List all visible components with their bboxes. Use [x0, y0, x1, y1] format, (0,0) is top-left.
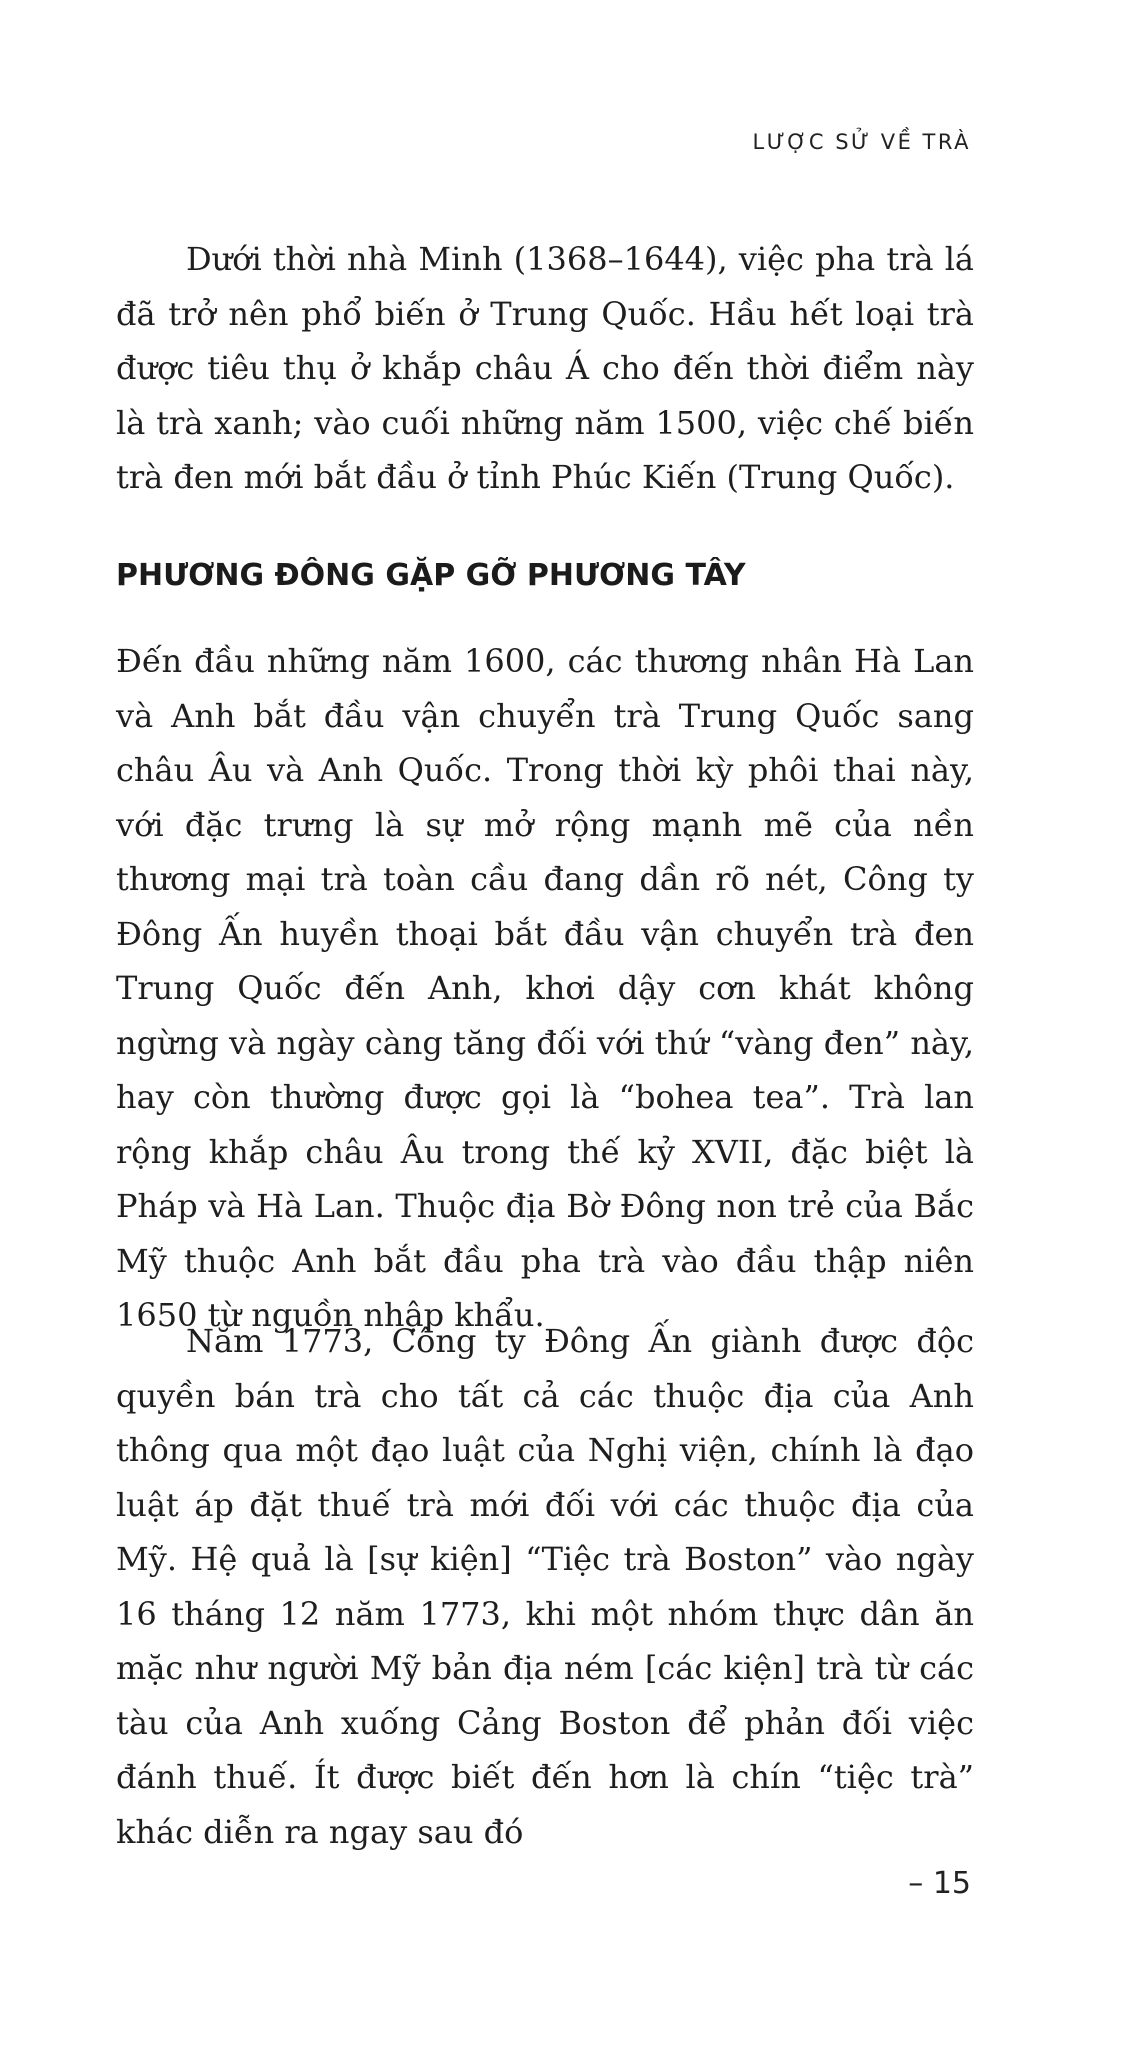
- page-number: – 15: [908, 1866, 971, 1901]
- section-heading: PHƯƠNG ĐÔNG GẶP GỠ PHƯƠNG TÂY: [116, 558, 746, 593]
- running-header: LƯỢC SỬ VỀ TRÀ: [752, 130, 971, 154]
- paragraph-ming-dynasty: [116, 232, 974, 505]
- paragraph-text: Năm 1773, Công ty Đông Ấn giành được độc quyền bán trà cho tất cả các thuộc địa của Anh thông qua một đạo luật của Nghị viện, chính là đạo luật áp đặt thuế trà mới đối với các thuộc địa của Mỹ. Hệ quả là [sự kiện] “Tiệc trà Boston” vào ngày 16 tháng 12 năm 1773, khi một nhóm thực dân ăn mặc như người Mỹ bản địa ném [các kiện] trà từ các tàu của Anh xuống Cảng Boston để phản đối việc đánh thuế. Ít được biết đến hơn là chín “tiệc trà” khác diễn ra ngay sau đó: [116, 1322, 974, 1851]
- paragraph-boston-tea-party: [116, 1314, 974, 1859]
- paragraph-text: Dưới thời nhà Minh (1368–1644), việc pha trà lá đã trở nên phổ biến ở Trung Quốc. Hầu hết loại trà được tiêu thụ ở khắp châu Á cho đến thời điểm này là trà xanh; vào cuối những năm 1500, việc chế biến trà đen mới bắt đầu ở tỉnh Phúc Kiến (Trung Quốc).: [116, 240, 974, 496]
- paragraph-text: Đến đầu những năm 1600, các thương nhân Hà Lan và Anh bắt đầu vận chuyển trà Trung Quốc sang châu Âu và Anh Quốc. Trong thời kỳ phôi thai này, với đặc trưng là sự mở rộng mạnh mẽ của nền thương mại trà toàn cầu đang dần rõ nét, Công ty Đông Ấn huyền thoại bắt đầu vận chuyển trà đen Trung Quốc đến Anh, khơi dậy cơn khát không ngừng và ngày càng tăng đối với thứ “vàng đen” này, hay còn thường được gọi là “bohea tea”. Trà lan rộng khắp châu Âu trong thế kỷ XVII, đặc biệt là Pháp và Hà Lan. Thuộc địa Bờ Đông non trẻ của Bắc Mỹ thuộc Anh bắt đầu pha trà vào đầu thập niên 1650 từ nguồn nhập khẩu.: [116, 642, 974, 1334]
- paragraph-east-meets-west: [116, 634, 974, 1343]
